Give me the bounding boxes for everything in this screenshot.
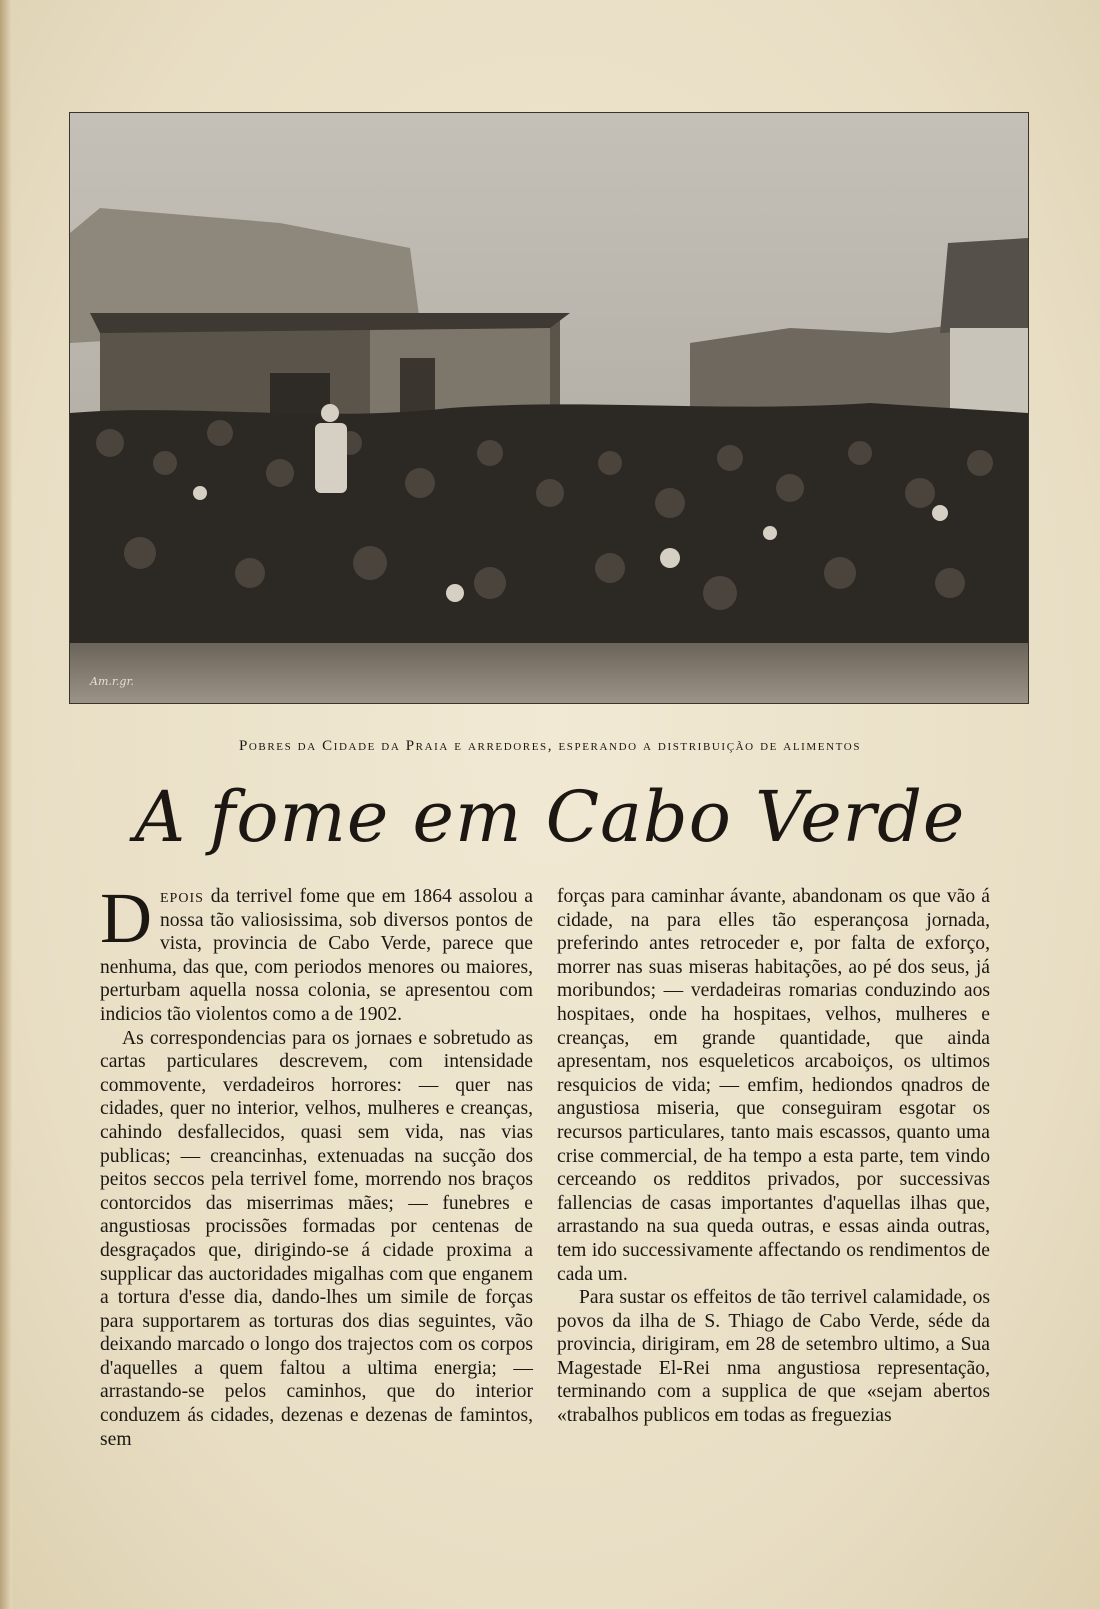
article-paragraph-2: As correspondencias para os jornaes e sobretudo as cartas particulares descrevem, com intensidade commovente, verdadeiros horrores: — quer nas cidades, quer no interior, velhos, mulheres e creanças, cahindo desfallecidos, quasi sem vida, nas vias publicas; — creancinhas, extenuadas na sucção dos peitos seccos pela terrivel fome, morrendo nos braços contorcidos das miserrimas mães; — funebres e angustiosas procissões formadas por centenas de desgraçados que, dirigindo-se á cidade proxima a supplicar das auctoridades migalhas com que enganem a tortura d'esse dia, dando-lhes um simile de forças para supportarem as torturas dos dias seguintes, vão deixando marcado o longo dos trajectos com os corpos d'aquelles a quem faltou a ultima energia; — arrastando-se pelos caminhos, que do interior conduzem ás cidades, dezenas e dezenas de famintos, sem (100, 1027, 533, 1450)
article-paragraph-3: Para sustar os effeitos de tão terrivel calamidade, os povos da ilha de S. Thiago de Cabo Verde, séde da provincia, dirigiram, em 28 de setembro ultimo, a Sua Magestade El-Rei nma angustiosa representação, terminando com a supplica de que «sejam abertos «trabalhos publicos em todas as freguezias (557, 1287, 990, 1427)
article-title: A fome em Cabo Verde (134, 776, 966, 858)
photo-illustration (70, 113, 1028, 703)
article-paragraph-1 (100, 878, 533, 1027)
photo-signature: Am.r.gr. (90, 675, 135, 688)
first-word-small-caps: epois (160, 886, 204, 907)
article-column-left (100, 878, 533, 1451)
article-column-right (557, 885, 990, 1428)
article-paragraph-2-continued: forças para caminhar ávante, abandonam os que vão á cidade, na para elles tão esperançosa jornada, preferindo antes retroceder e, por falta de exforço, morrer nas suas miseras habitações, ao pé dos seus, já moribundos; — verdadeiras romarias conduzindo aos hospitaes, onde ha hospitaes, velhos, mulheres e creanças, em grande quantidade, que ainda apresentam, nos esqueleticos arcaboiços, os ultimos resquicios de vida; — emfim, hediondos qnadros de angustiosa miseria, que conseguiram esgotar os recursos particulares, tanto mais escassos, quanto uma crise commercial, de ha tempo a esta parte, tem vindo cerceando os redditos privados, por successivas fallencias de casas importantes d'aquellas ilhas que, arrastando na sua queda outras, e essas ainda outras, tem ido successivamente affectando os rendimentos de cada um. (557, 886, 990, 1285)
photograph-crowd-image (69, 112, 1029, 704)
photo-caption: Pobres da Cidade da Praia e arredores, esperando a distribuição de alimentos (238, 738, 862, 754)
paragraph-1-text: da terrivel fome que em 1864 assolou a nossa tão valiosissima, sob diversos pontos de vista, provincia de Cabo Verde, parece que nenhuma, das que, com periodos menores ou maiores, perturbam aquella nossa colonia, se apresentou com indicios tão violentos como a de 1902. (100, 886, 533, 1025)
drop-cap: D (100, 878, 152, 958)
